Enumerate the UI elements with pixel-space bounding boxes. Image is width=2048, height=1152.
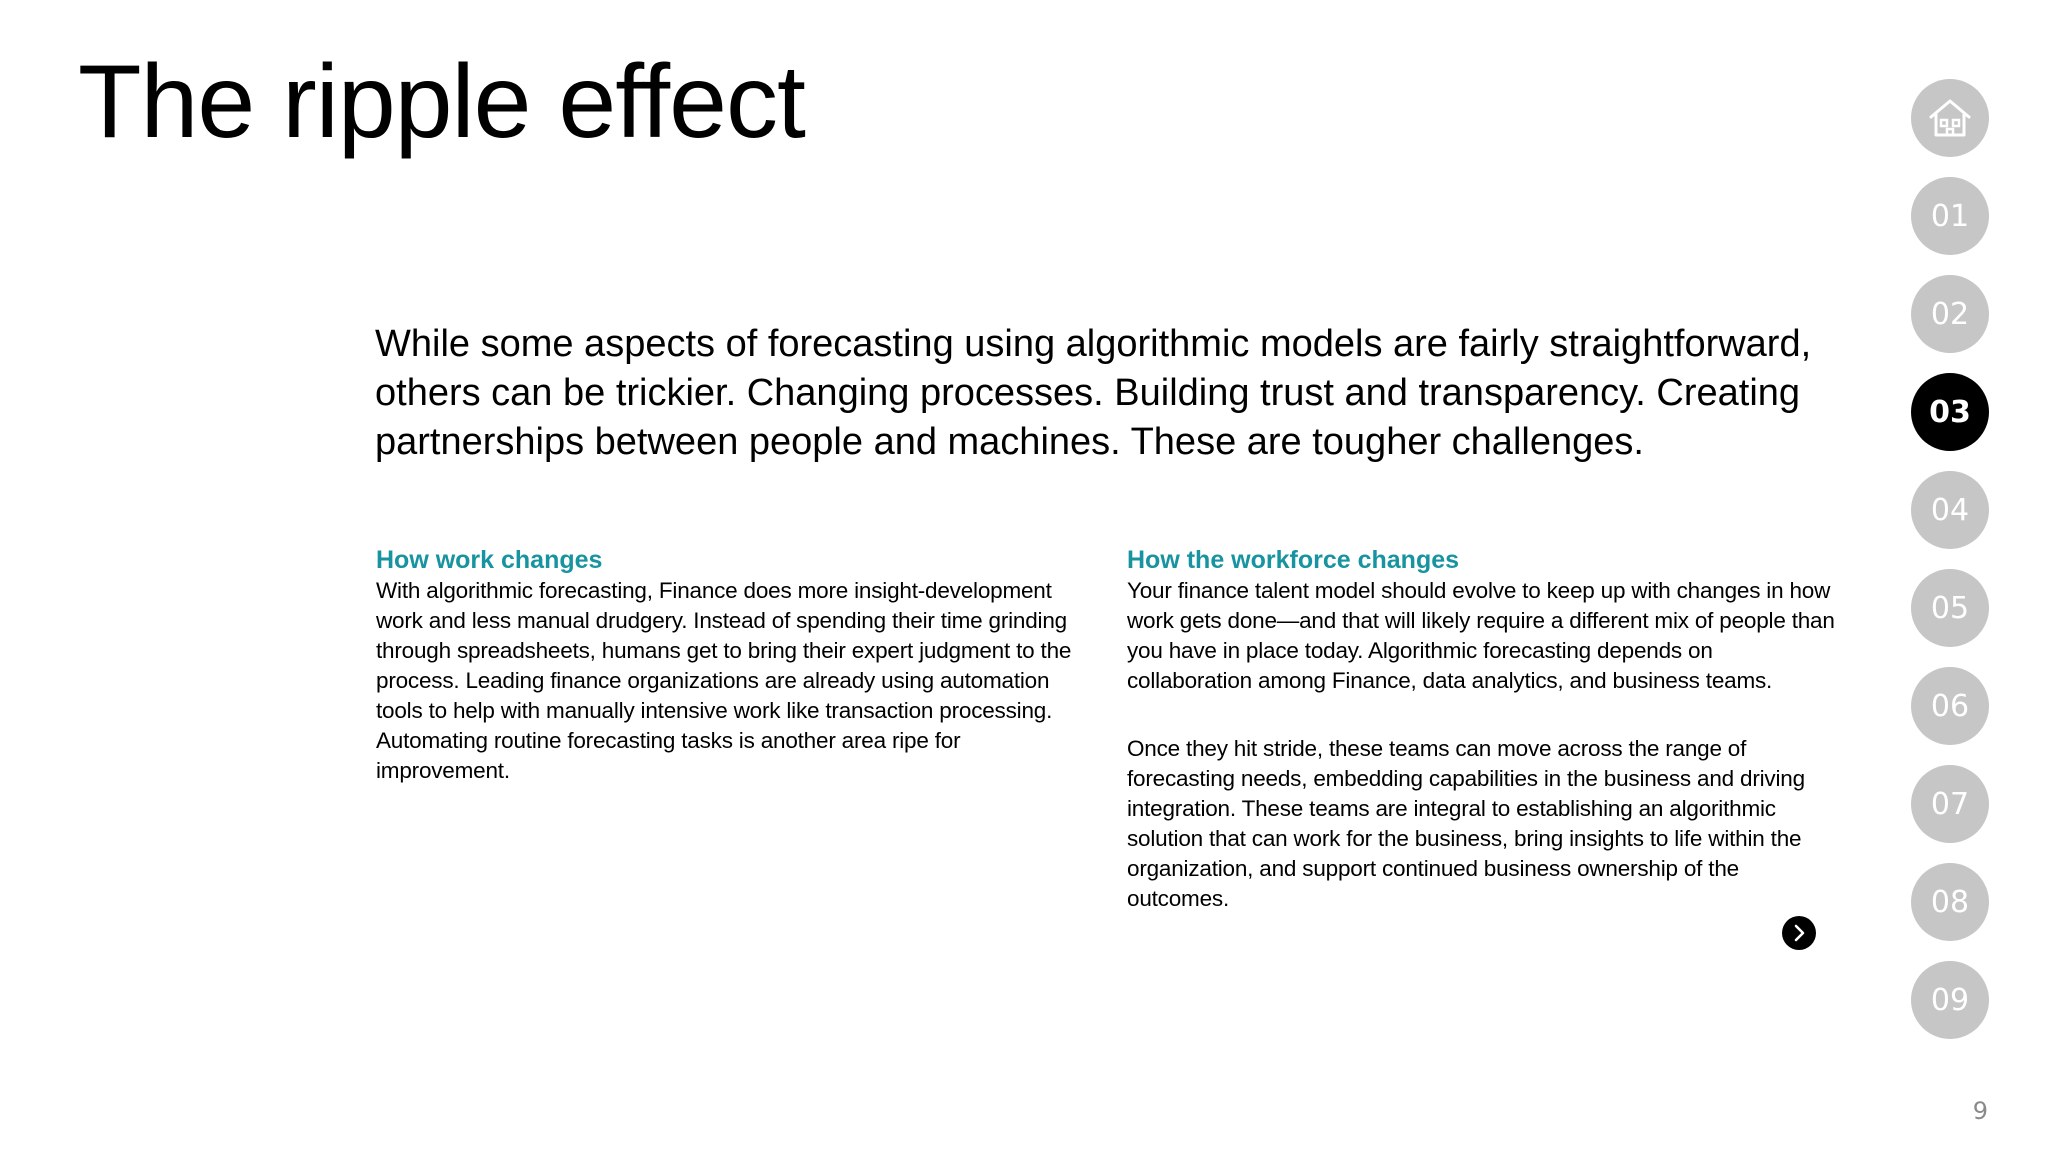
nav-item-03[interactable]: 03 xyxy=(1911,373,1989,451)
page-number: 9 xyxy=(1972,1097,1988,1125)
nav-item-07[interactable]: 07 xyxy=(1911,765,1989,843)
column-paragraph: Your finance talent model should evolve to keep up with changes in how work gets done—and that will likely require a different mix of people than you have in place today. Algorithmic forecasting depends on collaboration among Finance, data analytics, and business teams. xyxy=(1127,578,1835,693)
slide-title: The ripple effect xyxy=(78,44,805,160)
column-work-changes xyxy=(376,544,1076,786)
nav-item-04[interactable]: 04 xyxy=(1911,471,1989,549)
next-button[interactable] xyxy=(1782,916,1816,950)
intro-paragraph: While some aspects of forecasting using algorithmic models are fairly straightforward, others can be trickier. Changing processes. Building trust and transparency. Creating partnerships between people and machines. These are tougher challenges. xyxy=(375,323,1812,463)
column-heading: How work changes xyxy=(376,546,603,574)
column-paragraph: With algorithmic forecasting, Finance does more insight-development work and less manual drudgery. Instead of spending their time grinding through spreadsheets, humans get to bring their expert judgment to the process. Leading finance organizations are already using automation tools to help with manually intensive work like transaction processing. Automating routine forecasting tasks is another area ripe for improvement. xyxy=(376,578,1072,783)
section-navigation xyxy=(1911,79,1989,1059)
column-paragraph: Once they hit stride, these teams can move across the range of forecasting needs, embedding capabilities in the business and driving integration. These teams are integral to establishing an algorithmic solution that can work for the business, bring insights to life within the organization, and support continued business ownership of the outcomes. xyxy=(1127,736,1805,911)
nav-item-02[interactable]: 02 xyxy=(1911,275,1989,353)
nav-item-09[interactable]: 09 xyxy=(1911,961,1989,1039)
column-workforce-changes xyxy=(1127,544,1837,914)
nav-home-button[interactable] xyxy=(1911,79,1989,157)
nav-item-05[interactable]: 05 xyxy=(1911,569,1989,647)
nav-item-01[interactable]: 01 xyxy=(1911,177,1989,255)
chevron-right-icon xyxy=(1789,923,1809,943)
nav-item-06[interactable]: 06 xyxy=(1911,667,1989,745)
nav-item-08[interactable]: 08 xyxy=(1911,863,1989,941)
home-icon xyxy=(1925,93,1975,143)
column-heading: How the workforce changes xyxy=(1127,546,1460,574)
